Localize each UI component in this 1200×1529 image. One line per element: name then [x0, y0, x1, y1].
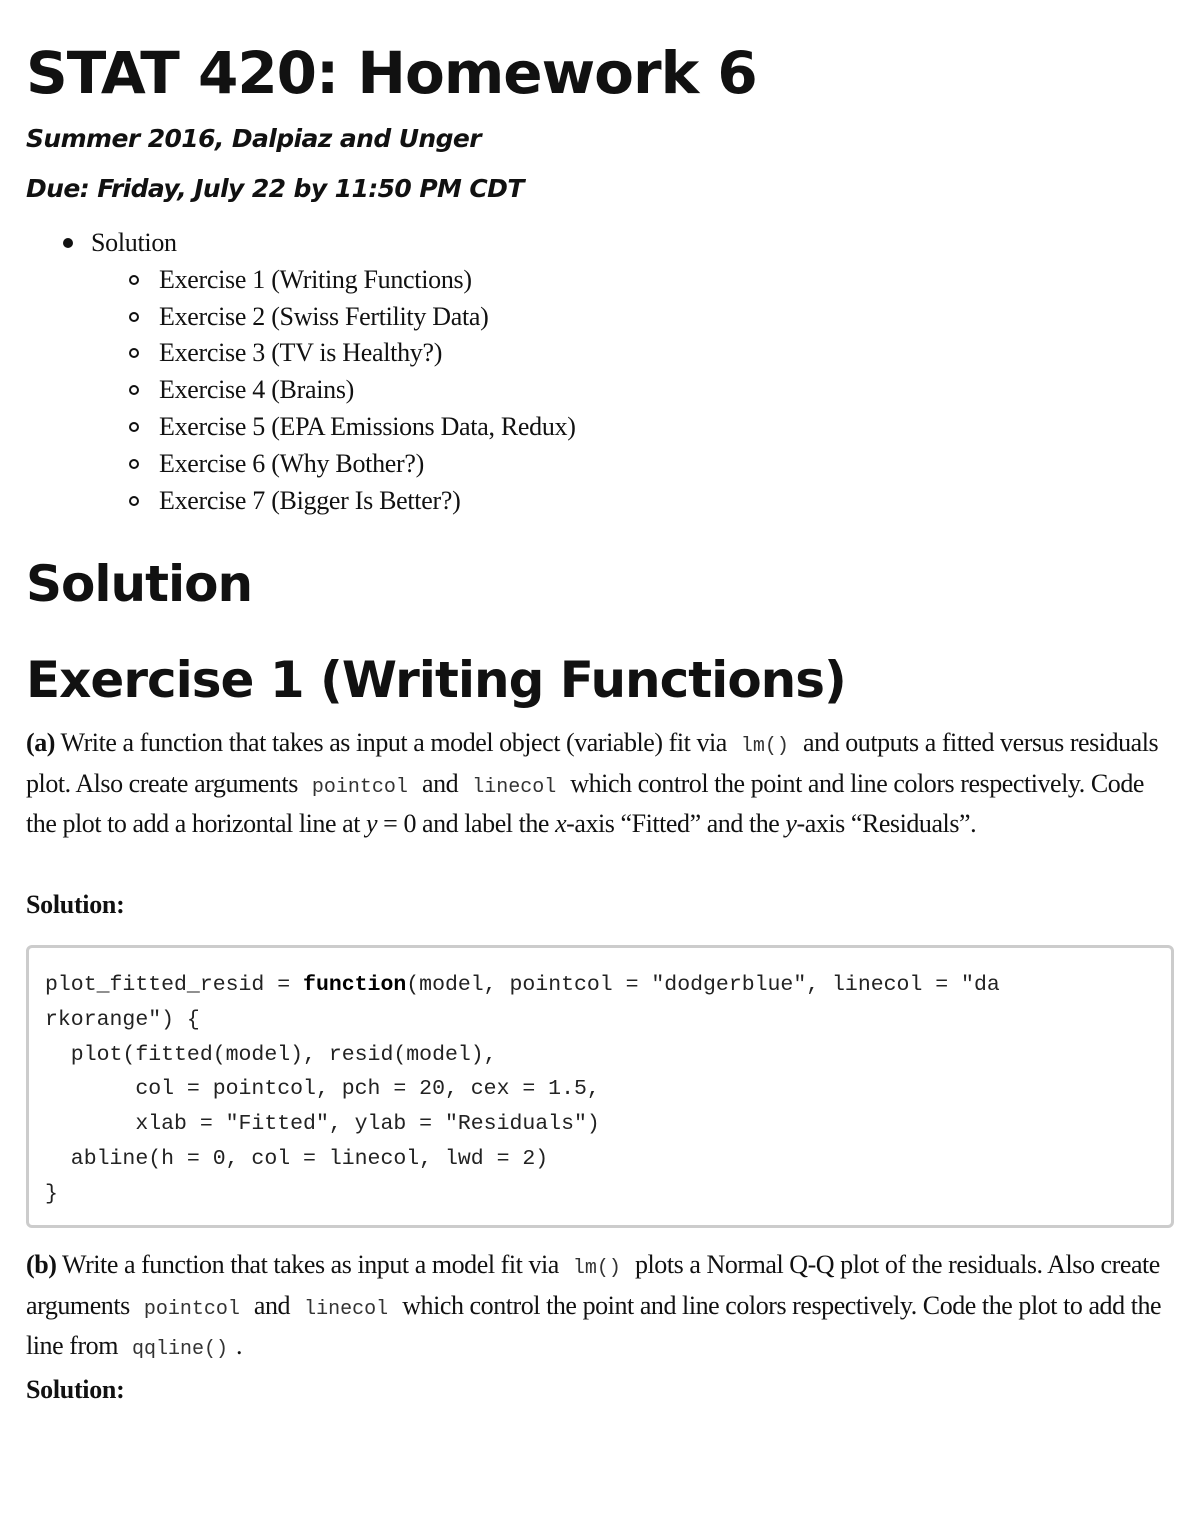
- toc-item-exercise-6[interactable]: [26, 446, 576, 483]
- prompt-text: = 0 and label the: [377, 809, 556, 838]
- toc-item-label: Exercise 7 (Bigger Is Better?): [159, 485, 461, 515]
- bullet-circle-icon: [129, 422, 139, 432]
- part-label: (a): [26, 728, 55, 757]
- code-line: rkorange") {: [45, 1007, 200, 1032]
- toc-item-exercise-4[interactable]: [26, 372, 576, 409]
- solution-label: Solution:: [26, 890, 125, 919]
- exercise-1-heading: Exercise 1 (Writing Functions): [26, 651, 846, 709]
- math-var: y: [785, 809, 797, 838]
- due-date: Due: Friday, July 22 by 11:50 PM CDT: [26, 174, 524, 203]
- toc-item-label: Exercise 4 (Brains): [159, 375, 355, 405]
- toc-item-label: Exercise 6 (Why Bother?): [159, 448, 424, 478]
- inline-code: pointcol: [143, 1297, 240, 1321]
- inline-code: qqline(): [132, 1338, 229, 1361]
- bullet-disc-icon: [63, 238, 73, 248]
- toc-item-label: Solution: [91, 228, 177, 257]
- toc-item-exercise-7[interactable]: [26, 483, 576, 520]
- bullet-circle-icon: [129, 385, 139, 395]
- part-label: (b): [26, 1250, 57, 1279]
- toc-item-label: Exercise 3 (TV is Healthy?): [159, 338, 443, 368]
- inline-code: pointcol: [311, 775, 408, 799]
- prompt-text: and: [247, 1290, 297, 1320]
- toc-item-label: Exercise 1 (Writing Functions): [159, 264, 472, 294]
- code-line: col = pointcol, pch = 20, cex = 1.5,: [45, 1077, 600, 1102]
- solution-label: Solution:: [26, 1375, 125, 1404]
- code-line: abline(h = 0, col = linecol, lwd = 2): [45, 1146, 549, 1171]
- code-line: xlab = "Fitted", ylab = "Residuals"): [45, 1112, 600, 1137]
- toc-item-label: Exercise 5 (EPA Emissions Data, Redux): [159, 411, 576, 441]
- prompt-text: Write a function that takes as input a model fit via: [56, 1250, 565, 1279]
- inline-code: lm(): [572, 1257, 621, 1280]
- toc-item-exercise-5[interactable]: [26, 409, 576, 446]
- bullet-circle-icon: [129, 312, 139, 322]
- code-block[interactable]: [26, 945, 1174, 1228]
- prompt-text: and: [415, 768, 465, 798]
- code-text: (model, pointcol = "dodgerblue", linecol = "da: [406, 973, 1000, 997]
- prompt-text: -axis “Fitted” and the: [566, 809, 786, 838]
- bullet-circle-icon: [129, 496, 139, 506]
- toc-item-label: Exercise 2 (Swiss Fertility Data): [159, 301, 489, 331]
- prompt-text: which control the point and line colors respectively. Code the plot to add the line from: [26, 1290, 1162, 1360]
- exercise-1b-prompt: [26, 1247, 1176, 1369]
- bullet-circle-icon: [129, 459, 139, 469]
- prompt-text: -axis “Residuals”.: [796, 809, 977, 838]
- solution-heading: Solution: [26, 555, 253, 613]
- inline-code: linecol: [472, 775, 557, 799]
- prompt-text: .: [236, 1331, 243, 1360]
- toc-item-solution[interactable]: [26, 225, 576, 262]
- code-keyword: function: [303, 973, 407, 997]
- course-term: Summer 2016, Dalpiaz and Unger: [26, 124, 481, 153]
- code-text: plot_fitted_resid =: [45, 973, 304, 997]
- toc-sublist: [26, 262, 576, 520]
- code-line: plot(fitted(model), resid(model),: [45, 1042, 497, 1067]
- inline-code: lm(): [740, 735, 789, 758]
- bullet-circle-icon: [129, 348, 139, 358]
- math-var: y: [366, 809, 378, 838]
- toc-item-exercise-2[interactable]: [26, 299, 576, 336]
- table-of-contents: [26, 225, 576, 519]
- prompt-text: which control the point and line colors respectively. Code the plot to add a horizontal line at: [26, 768, 1144, 838]
- prompt-text: plots a Normal Q-Q plot of the residuals. Also create arguments: [26, 1250, 1160, 1320]
- inline-code: linecol: [304, 1297, 389, 1321]
- page-title: STAT 420: Homework 6: [26, 39, 757, 107]
- prompt-text: and outputs a fitted versus residuals plot. Also create arguments: [26, 728, 1159, 798]
- exercise-1a-prompt: [26, 725, 1176, 843]
- toc-item-exercise-3[interactable]: [26, 335, 576, 372]
- code-line: }: [45, 1181, 58, 1206]
- prompt-text: Write a function that takes as input a model object (variable) fit via: [54, 728, 733, 757]
- bullet-circle-icon: [129, 275, 139, 285]
- toc-item-exercise-1[interactable]: [26, 262, 576, 299]
- math-var: x: [555, 809, 567, 838]
